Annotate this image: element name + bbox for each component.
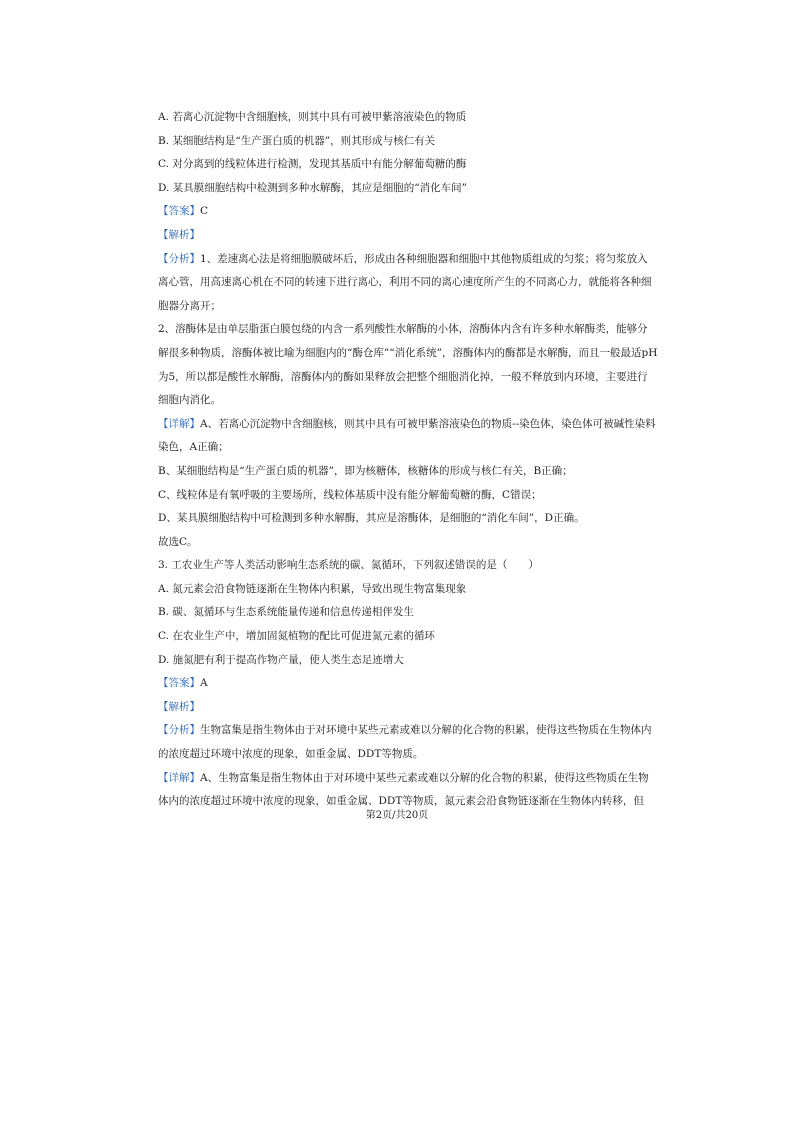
xiangjie-text: A、生物富集是指生物体由于对环境中某些元素或难以分解的化合物的积累，使得这些物质在生物体内的浓度超过环境中浓度的现象，如重金属、DDT等物质，氮元素会沿食物链逐渐在生物体内转移，但 <box>158 771 649 808</box>
fenxi-label: 【分析】 <box>158 252 200 265</box>
q2-analysis-label: 【解析】 <box>158 228 200 241</box>
q3-analysis-label: 【解析】 <box>158 700 200 713</box>
q2-xiangjie-c: C、线粒体是有氧呼吸的主要场所，线粒体基质中没有能分解葡萄糖的酶，C错误； <box>158 488 542 501</box>
page-footer <box>0 806 794 821</box>
q2-xiangjie-b: B、某细胞结构是“生产蛋白质的机器”，即为核糖体，核糖体的形成与核仁有关，B正确； <box>158 464 573 477</box>
answer-value: C <box>200 205 209 218</box>
q2-xiangjie-a <box>158 413 658 460</box>
fenxi-text: 生物富集是指生物体由于对环境中某些元素或难以分解的化合物的积累，使得这些物质在生物体内的浓度超过环境中浓度的现象，如重金属、DDT等物质。 <box>158 724 652 761</box>
page-content <box>158 106 658 814</box>
q3-option-d: D. 施氮肥有利于提高作物产量，使人类生态足迹增大 <box>158 653 404 666</box>
q2-fenxi-p1 <box>158 248 658 319</box>
fenxi-text: 1、差速离心法是将细胞膜破坏后，形成由各种细胞器和细胞中其他物质组成的匀浆；将匀浆放入离心管，用高速离心机在不同的转速下进行离心，利用不同的离心速度所产生的不同离心力，就能将各种细胞器分离开； <box>158 252 652 312</box>
q3-fenxi <box>158 719 658 766</box>
answer-label: 【答案】 <box>158 677 200 690</box>
page-number-label: 第2页/共20页 <box>365 810 429 821</box>
q3-stem: 3. 工农业生产等人类活动影响生态系统的碳、氮循环，下列叙述错误的是（ ） <box>158 559 539 572</box>
q2-xiangjie-d: D、某具膜细胞结构中可检测到多种水解酶，其应是溶酶体，是细胞的“消化车间”，D正确。 <box>158 512 585 525</box>
answer-label: 【答案】 <box>158 205 200 218</box>
xiangjie-label: 【详解】 <box>158 771 200 784</box>
q3-option-a: A. 氮元素会沿食物链逐渐在生物体内积累，导致出现生物富集现象 <box>158 582 467 595</box>
q2-fenxi-p2: 2、溶酶体是由单层脂蛋白膜包绕的内含一系列酸性水解酶的小体，溶酶体内含有许多种水解酶类，能够分解很多种物质，溶酶体被比喻为细胞内的“酶仓库”“消化系统”，溶酶体内的酶都是水解酶，而且一般最适pH为5，所以都是酸性水解酶，溶酶体内的酶如果释放会把整个细胞消化掉，一般不释放到内环境，主要进行细胞内消化。 <box>158 323 658 407</box>
q2-conclusion: 故选C。 <box>158 535 198 548</box>
xiangjie-label: 【详解】 <box>158 417 200 430</box>
answer-value: A <box>200 677 208 690</box>
q3-option-b: B. 碳、氮循环与生态系统能量传递和信息传递相伴发生 <box>158 606 414 619</box>
q2-answer <box>158 200 658 224</box>
fenxi-label: 【分析】 <box>158 724 200 737</box>
xiangjie-a-text: A、若离心沉淀物中含细胞核，则其中具有可被甲紫溶液染色的物质--染色体，染色体可被碱性染料染色，A正确； <box>158 417 656 454</box>
q2-option-d: D. 某具膜细胞结构中检测到多种水解酶，其应是细胞的“消化车间” <box>158 181 467 194</box>
q2-option-c: C. 对分离到的线粒体进行检测，发现其基质中有能分解葡萄糖的酶 <box>158 158 467 171</box>
q3-answer <box>158 672 658 696</box>
q2-option-b: B. 某细胞结构是“生产蛋白质的机器”，则其形成与核仁有关 <box>158 134 436 147</box>
q2-option-a: A. 若离心沉淀物中含细胞核，则其中具有可被甲紫溶液染色的物质 <box>158 111 467 123</box>
q3-option-c: C. 在农业生产中，增加固氮植物的配比可促进氮元素的循环 <box>158 630 435 643</box>
